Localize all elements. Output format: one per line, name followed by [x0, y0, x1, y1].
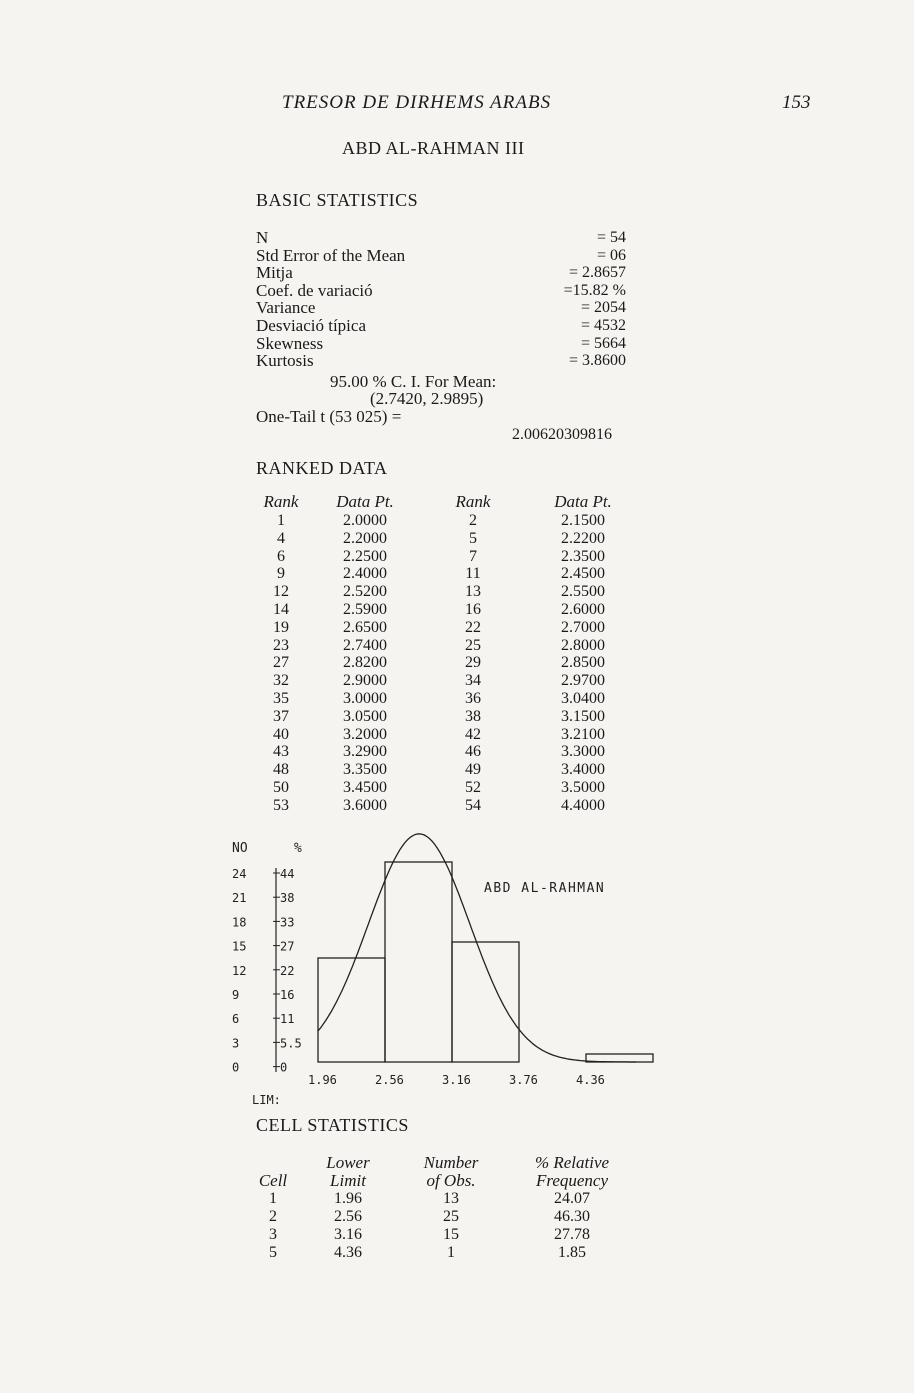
page-number: 153: [782, 92, 811, 113]
table-row: [246, 548, 634, 566]
histogram-chart: [228, 828, 668, 1108]
running-header-title: TRESOR DE DIRHEMS ARABS: [282, 92, 552, 113]
table-cell: 4.36: [334, 1244, 362, 1261]
stat-label: N: [256, 228, 269, 247]
table-cell: 43: [273, 743, 289, 761]
table-cell: 3.6000: [343, 796, 387, 814]
table-cell: 12: [273, 583, 289, 601]
x-tick-label: 3.16: [442, 1073, 471, 1087]
stat-value: = 4532: [580, 316, 626, 334]
table-cell: 3.2100: [561, 725, 605, 743]
table-cell: 13: [443, 1190, 459, 1207]
y-count-tick-label: 9: [232, 988, 240, 1002]
y-count-tick-label: 3: [232, 1036, 240, 1051]
histogram-bar: [452, 942, 519, 1062]
ttest-value: 2.00620309816: [512, 426, 612, 443]
table-cell: 2.8200: [343, 654, 387, 672]
column-header-cell: Cell: [258, 1171, 288, 1190]
column-header-relative: % Relative: [534, 1153, 610, 1172]
table-cell: 35: [273, 689, 289, 707]
table-cell: 2: [469, 512, 477, 529]
table-cell: 37: [273, 707, 289, 725]
table-cell: 23: [273, 636, 289, 654]
table-cell: 48: [273, 761, 289, 779]
y-percent-tick-label: 38: [280, 891, 295, 906]
table-row: [246, 1190, 638, 1208]
histogram-bar: [318, 958, 385, 1062]
stat-label: Variance: [256, 298, 316, 318]
table-row: [246, 565, 634, 583]
table-cell: 19: [273, 618, 289, 636]
table-cell: 2.2500: [343, 547, 387, 565]
table-row: [246, 743, 634, 761]
table-cell: 54: [465, 796, 481, 814]
stat-value: = 5664: [580, 334, 626, 352]
table-cell: 2.0000: [343, 512, 387, 529]
column-header-of-obs: of Obs.: [426, 1171, 476, 1190]
y-count-tick-label: 6: [232, 1012, 240, 1027]
table-cell: 6: [277, 547, 285, 565]
table-row: [246, 1226, 638, 1244]
table-cell: 49: [465, 761, 481, 779]
stat-label: Kurtosis: [256, 351, 314, 371]
table-cell: 2.8500: [561, 654, 605, 672]
table-cell: 4: [277, 529, 285, 547]
table-cell: 3.4500: [343, 778, 387, 796]
table-cell: 2.6500: [343, 618, 387, 636]
column-header-data-pt: Data Pt.: [554, 492, 612, 511]
table-cell: 50: [273, 778, 289, 796]
histogram-bar: [586, 1054, 653, 1062]
table-cell: 2.1500: [561, 512, 605, 529]
table-cell: 13: [465, 583, 481, 601]
table-cell: 2.6000: [561, 600, 605, 618]
column-header-number: Number: [423, 1153, 479, 1172]
table-cell: 3.5000: [561, 778, 605, 796]
y-count-tick-label: 0: [232, 1060, 240, 1075]
cell-statistics-heading: CELL STATISTICS: [256, 1115, 409, 1135]
x-tick-label: 2.56: [375, 1073, 404, 1087]
table-cell: 34: [465, 672, 481, 690]
table-cell: 2.5500: [561, 583, 605, 601]
table-cell: 1: [277, 512, 285, 529]
x-axis-title: LIM:: [252, 1093, 281, 1107]
table-cell: 27.78: [554, 1226, 590, 1243]
table-cell: 53: [273, 796, 289, 814]
chart-title: ABD AL-RAHMAN: [484, 881, 606, 896]
table-cell: 2.5900: [343, 600, 387, 618]
table-cell: 11: [465, 565, 481, 583]
normal-curve-line: [318, 834, 636, 1062]
table-row: [246, 672, 634, 690]
y-percent-tick-label: 44: [280, 867, 295, 881]
y-percent-tick-label: 33: [280, 915, 295, 930]
column-header-data-pt: Data Pt.: [336, 492, 394, 511]
column-header-rank: Rank: [263, 492, 299, 511]
ci-label: 95.00 % C. I. For Mean:: [330, 372, 497, 391]
stat-label: Skewness: [256, 333, 324, 353]
table-cell: 3.0400: [561, 689, 605, 707]
table-cell: 2.4000: [343, 565, 387, 583]
stat-label: Mitja: [256, 263, 293, 283]
table-cell: 4.4000: [561, 796, 605, 814]
table-row: [246, 797, 634, 815]
column-header-limit: Limit: [330, 1171, 366, 1190]
column-header-frequency: Frequency: [535, 1171, 609, 1190]
table-row: [246, 637, 634, 655]
table-cell: 16: [465, 600, 481, 618]
stat-value: = 06: [596, 246, 626, 264]
table-cell: 42: [465, 725, 481, 743]
y-percent-tick-label: 27: [280, 939, 295, 954]
table-cell: 3.3000: [561, 743, 605, 761]
table-cell: 1: [269, 1190, 277, 1207]
table-cell: 38: [465, 707, 481, 725]
stat-value: = 3.8600: [568, 352, 626, 370]
ranked-data-table: [246, 492, 634, 815]
table-cell: 9: [277, 565, 285, 583]
stat-value: = 2.8657: [568, 264, 626, 282]
column-header-lower: Lower: [326, 1153, 370, 1172]
table-cell: 22: [465, 618, 481, 636]
table-row: [246, 530, 634, 548]
table-cell: 3.2000: [343, 725, 387, 743]
table-cell: 5: [469, 529, 477, 547]
ranked-data-heading: RANKED DATA: [256, 458, 388, 478]
y-percent-tick-label: 5.5: [280, 1036, 302, 1051]
table-cell: 1: [447, 1244, 455, 1261]
table-cell: 3.3500: [343, 761, 387, 779]
cell-statistics-table: [246, 1154, 638, 1262]
stat-label: Coef. de variació: [256, 280, 373, 300]
table-cell: 2.9700: [561, 672, 605, 690]
table-cell: 2.8000: [561, 636, 605, 654]
table-cell: 46: [465, 743, 481, 761]
table-cell: 2.2000: [343, 529, 387, 547]
table-cell: 1.96: [334, 1190, 362, 1207]
table-cell: 2.3500: [561, 547, 605, 565]
table-cell: 3.16: [334, 1226, 362, 1243]
table-row: [246, 708, 634, 726]
basic-statistics-labels: [256, 229, 405, 370]
table-cell: 3.0000: [343, 689, 387, 707]
table-row: [246, 1244, 638, 1262]
table-row: [246, 619, 634, 637]
y-count-tick-label: 12: [232, 963, 247, 978]
ranked-data-header-row: [246, 492, 634, 512]
table-cell: 32: [273, 672, 289, 690]
y-percent-tick-label: 16: [280, 988, 295, 1002]
table-row: [246, 690, 634, 708]
ttest-label: One-Tail t (53 025) =: [256, 407, 402, 426]
column-header-rank: Rank: [455, 492, 491, 511]
table-cell: 2.5200: [343, 583, 387, 601]
table-cell: 25: [443, 1208, 459, 1225]
table-row: [246, 512, 634, 530]
table-cell: 3.4000: [561, 761, 605, 779]
table-row: [246, 726, 634, 744]
table-cell: 3.1500: [561, 707, 605, 725]
stat-label: Desviació típica: [256, 315, 366, 335]
stat-value: = 2054: [580, 299, 626, 317]
table-cell: 14: [273, 600, 289, 618]
table-cell: 2.7000: [561, 618, 605, 636]
table-cell: 7: [469, 547, 477, 565]
table-cell: 3.2900: [343, 743, 387, 761]
y-percent-tick-label: 22: [280, 963, 295, 978]
table-cell: 52: [465, 778, 481, 796]
x-tick-label: 1.96: [308, 1073, 337, 1087]
stat-label: Std Error of the Mean: [256, 245, 406, 265]
section-title: ABD AL-RAHMAN III: [342, 138, 525, 158]
y-count-tick-label: 21: [232, 891, 247, 906]
table-cell: 46.30: [554, 1208, 590, 1225]
stat-value: = 54: [596, 229, 626, 246]
y-count-tick-label: 18: [232, 915, 247, 930]
table-cell: 1.85: [558, 1244, 586, 1261]
histogram-bar: [385, 862, 452, 1062]
table-row: [246, 601, 634, 619]
y-percent-tick-label: 0: [280, 1060, 288, 1075]
cell-statistics-header-row-2: [246, 1172, 638, 1190]
table-row: [246, 761, 634, 779]
table-row: [246, 779, 634, 797]
table-row: [246, 583, 634, 601]
table-cell: 5: [269, 1244, 277, 1261]
table-cell: 2.7400: [343, 636, 387, 654]
table-cell: 2.2200: [561, 529, 605, 547]
y-axis-count-title: NO: [232, 841, 248, 856]
cell-statistics-header-row-1: [246, 1154, 638, 1172]
table-cell: 25: [465, 636, 481, 654]
y-percent-tick-label: 11: [280, 1012, 295, 1027]
basic-statistics-values: [480, 229, 626, 370]
x-tick-label: 3.76: [509, 1073, 538, 1087]
table-cell: 2.9000: [343, 672, 387, 690]
basic-statistics-heading: BASIC STATISTICS: [256, 190, 419, 210]
y-count-tick-label: 24: [232, 867, 247, 881]
stat-value: =15.82 %: [563, 281, 626, 299]
table-cell: 3: [269, 1226, 277, 1243]
table-cell: 24.07: [554, 1190, 590, 1207]
y-count-tick-label: 15: [232, 939, 247, 954]
table-cell: 36: [465, 689, 481, 707]
table-cell: 27: [273, 654, 289, 672]
table-cell: 29: [465, 654, 481, 672]
table-cell: 15: [443, 1226, 459, 1243]
table-row: [246, 1208, 638, 1226]
table-cell: 2.56: [334, 1208, 362, 1225]
x-tick-label: 4.36: [576, 1073, 605, 1087]
table-row: [246, 654, 634, 672]
table-cell: 2.4500: [561, 565, 605, 583]
table-cell: 40: [273, 725, 289, 743]
table-cell: 2: [269, 1208, 277, 1225]
table-cell: 3.0500: [343, 707, 387, 725]
ci-value: (2.7420, 2.9895): [370, 389, 484, 408]
y-axis-percent-title: %: [294, 841, 302, 856]
